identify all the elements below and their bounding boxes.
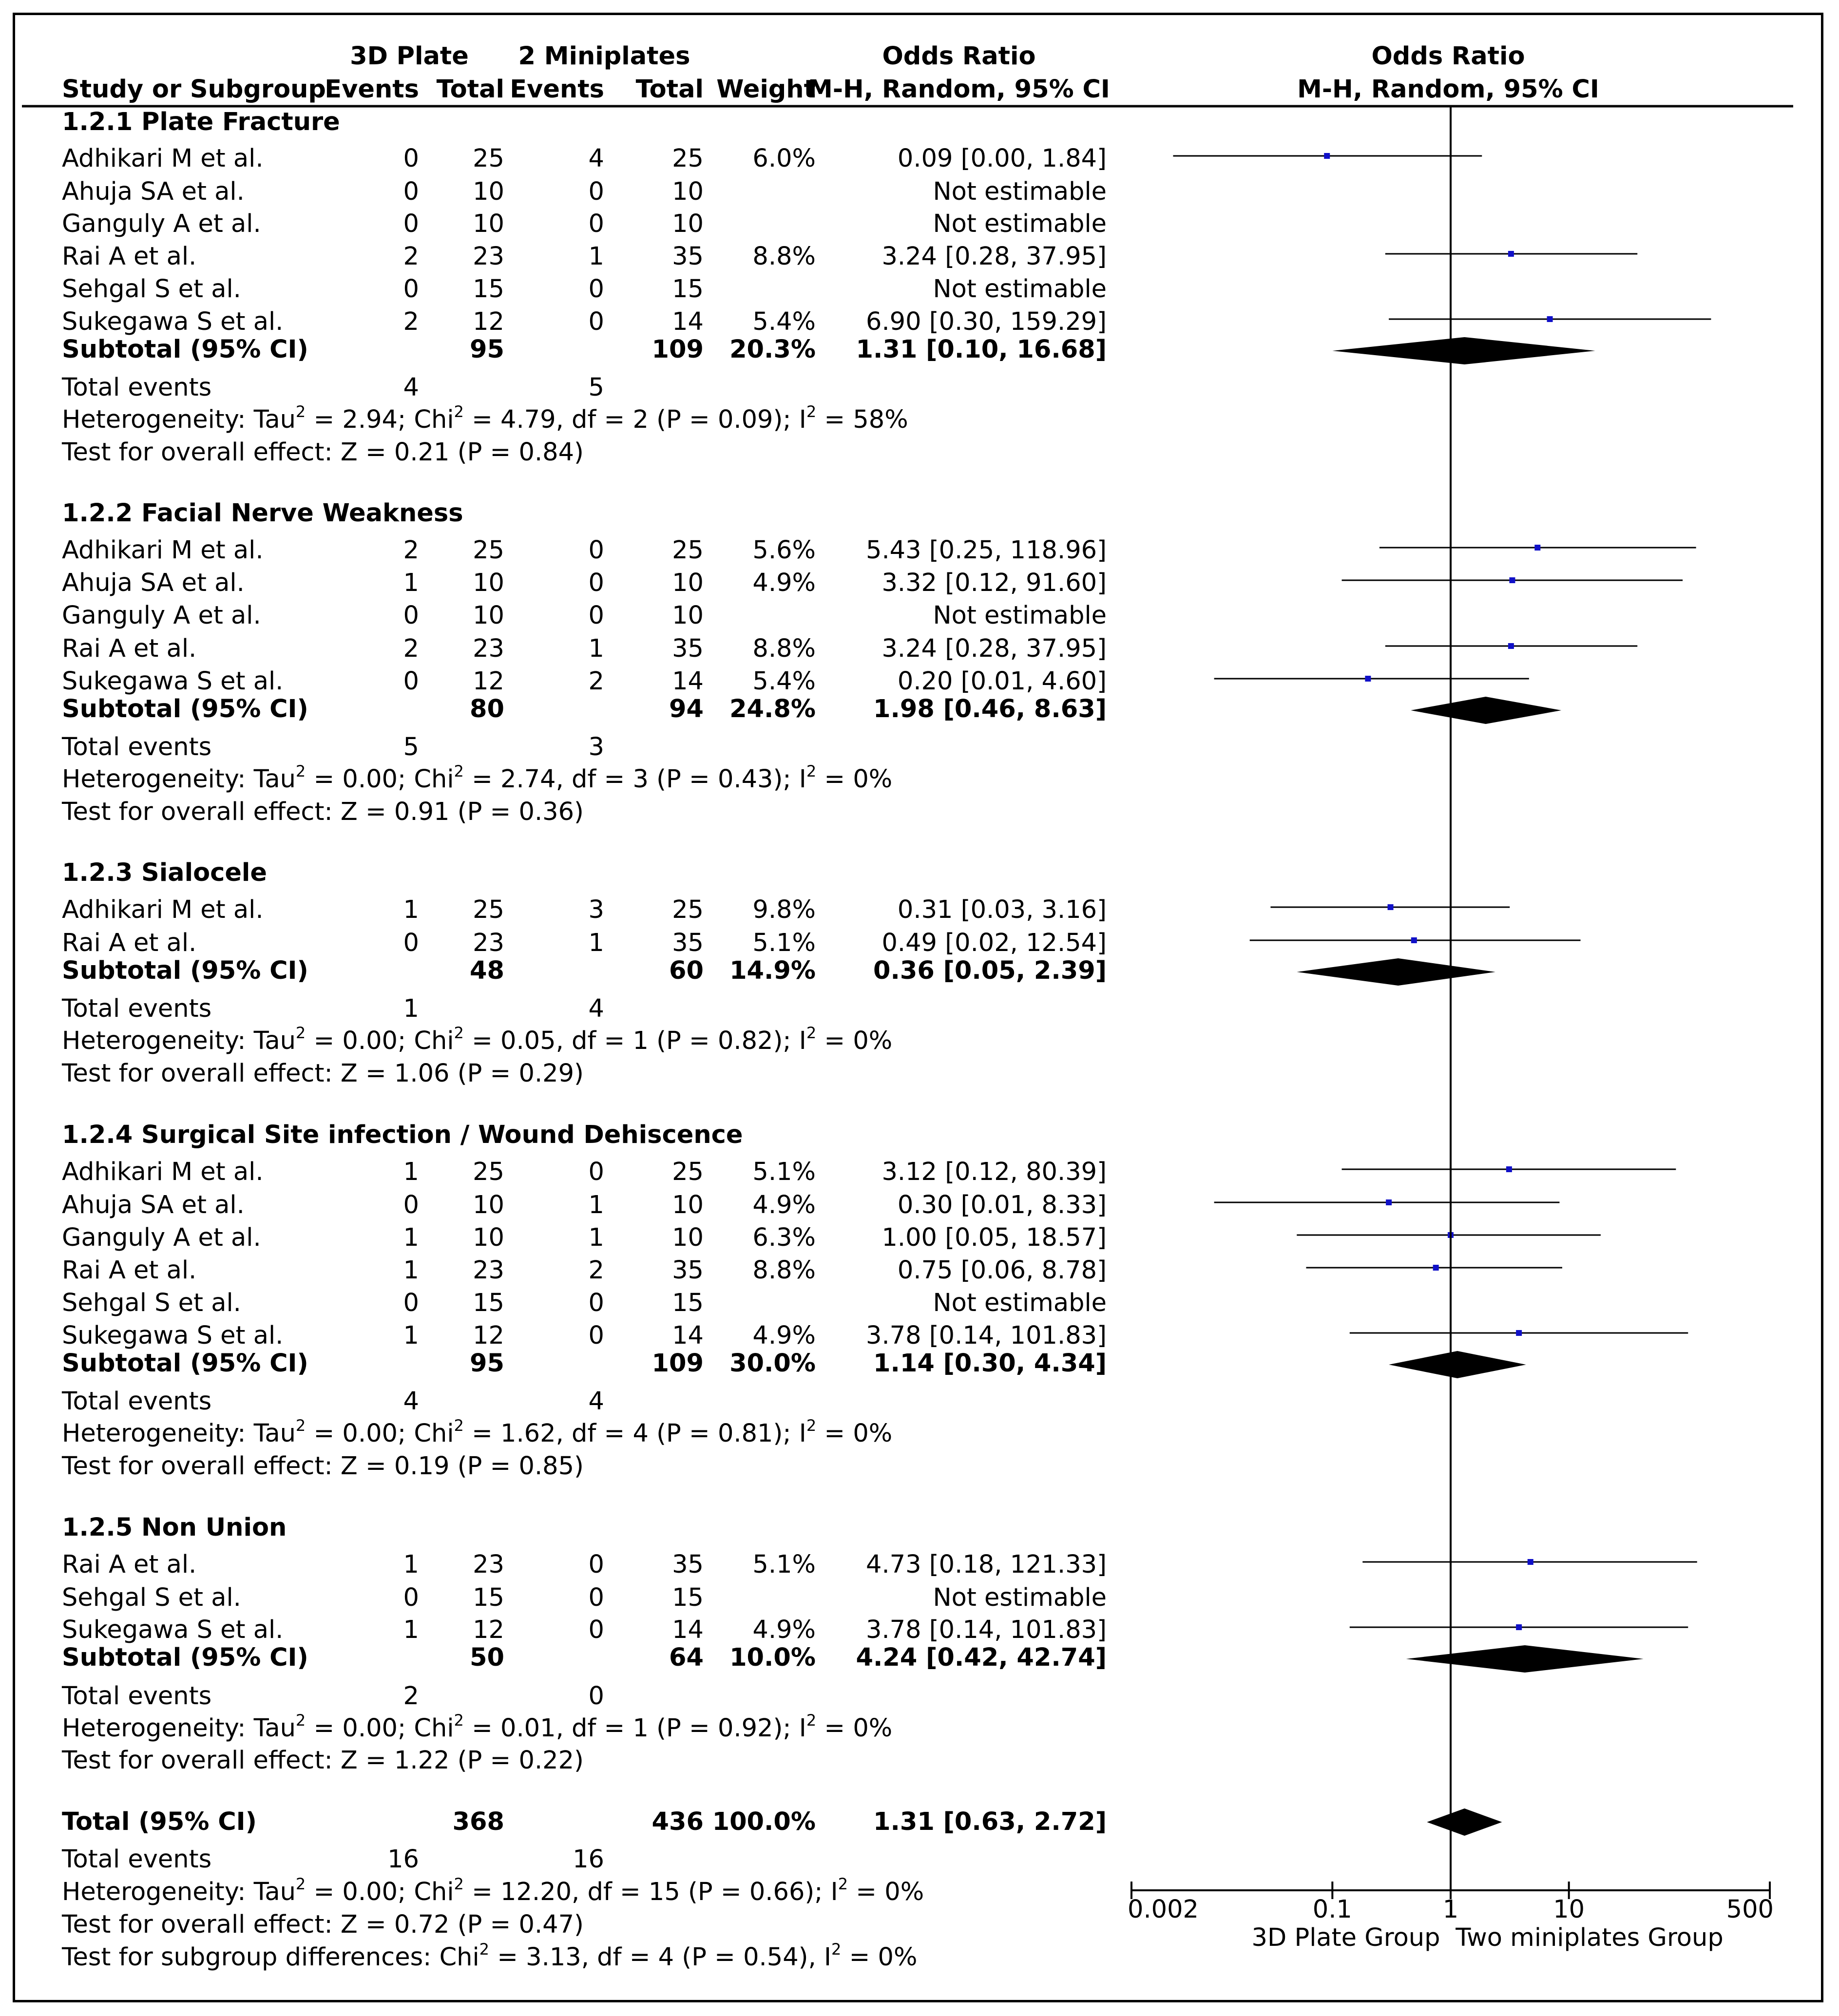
study-or-ci: 4.73 [0.18, 121.33] — [866, 1550, 1107, 1579]
favours-right: Two miniplates Group — [1456, 1923, 1724, 1952]
events-2mp: 2 — [588, 667, 604, 696]
subtotal-or-ci: 1.14 [0.30, 4.34] — [873, 1349, 1107, 1378]
study-name: Rai A et al. — [62, 929, 197, 957]
total-2mp: 436 — [651, 1807, 704, 1836]
total-events-3d: 4 — [403, 1387, 419, 1416]
overall-effect: Test for overall effect: Z = 0.91 (P = 0.36) — [62, 798, 584, 826]
total-2mp: 35 — [672, 1550, 704, 1579]
subtotal-total-3d: 80 — [470, 695, 504, 723]
subtotal-total-2mp: 64 — [669, 1643, 704, 1672]
events-2mp: 3 — [588, 895, 604, 924]
total-events-2mp: 5 — [588, 373, 604, 402]
subgroup-title: 1.2.2 Facial Nerve Weakness — [62, 499, 463, 528]
study-name: Adhikari M et al. — [62, 536, 264, 565]
total-2mp: 10 — [672, 601, 704, 630]
study-name: Rai A et al. — [62, 634, 197, 663]
header-group1: 3D Plate — [350, 42, 469, 71]
x-tick-label: 500 — [1726, 1895, 1774, 1924]
subtotal-diamond — [1406, 1645, 1644, 1673]
study-or-ci: 3.24 [0.28, 37.95] — [881, 634, 1107, 663]
total-3d: 25 — [473, 144, 504, 173]
subtotal-or-ci: 0.36 [0.05, 2.39] — [873, 956, 1107, 985]
subgroup-title: 1.2.1 Plate Fracture — [62, 108, 340, 136]
total-2mp: 25 — [672, 144, 704, 173]
total-3d: 23 — [473, 1256, 504, 1285]
total-2mp: 14 — [672, 1321, 704, 1350]
x-tick-label: 0.002 — [1128, 1895, 1199, 1924]
study-or-ci: 0.20 [0.01, 4.60] — [897, 667, 1107, 696]
total-events-3d: 1 — [403, 994, 419, 1023]
study-or-ci: Not estimable — [933, 1289, 1107, 1317]
total-2mp: 35 — [672, 1256, 704, 1285]
events-3d: 0 — [403, 1289, 419, 1317]
total-events-2mp: 4 — [588, 1387, 604, 1416]
subtotal-weight: 24.8% — [729, 695, 816, 723]
study-or-ci: Not estimable — [933, 601, 1107, 630]
x-tick-label: 10 — [1553, 1895, 1585, 1924]
point-estimate — [1365, 676, 1371, 682]
heterogeneity: Heterogeneity: Tau$^2$ = 0.00; Chi$^2$ = 0.01, df = 1 (P = 0.92); $I^2 = 0\%$ — [62, 1711, 893, 1743]
study-weight: 8.8% — [752, 634, 816, 663]
total-3d: 23 — [473, 242, 504, 271]
subtotal-total-3d: 50 — [470, 1643, 504, 1672]
events-2mp: 1 — [588, 634, 604, 663]
point-estimate — [1386, 1199, 1392, 1205]
study-name: Ganguly A et al. — [62, 209, 261, 238]
subtotal-weight: 10.0% — [729, 1643, 816, 1672]
study-name: Ahuja SA et al. — [62, 569, 245, 597]
events-3d: 0 — [403, 1191, 419, 1219]
subtotal-or-ci: 1.31 [0.10, 16.68] — [856, 335, 1107, 364]
point-estimate — [1508, 251, 1514, 257]
events-2mp: 0 — [588, 536, 604, 565]
total-events-label: Total events — [62, 994, 212, 1023]
study-name: Ahuja SA et al. — [62, 177, 245, 206]
subtotal-diamond — [1297, 958, 1495, 986]
heterogeneity: Heterogeneity: Tau$^2$ = 0.00; Chi$^2$ = 2.74, df = 3 (P = 0.43); $I^2 = 0\%$ — [62, 762, 893, 794]
events-2mp: 0 — [588, 601, 604, 630]
events-2mp: 0 — [588, 1550, 604, 1579]
study-or-ci: Not estimable — [933, 209, 1107, 238]
events-2mp: 0 — [588, 1158, 604, 1186]
total-events-label: Total events — [62, 733, 212, 761]
study-name: Ahuja SA et al. — [62, 1191, 245, 1219]
grand-overall-effect: Test for overall effect: Z = 0.72 (P = 0.47) — [62, 1910, 584, 1939]
events-3d: 2 — [403, 307, 419, 336]
events-3d: 0 — [403, 275, 419, 304]
subtotal-total-3d: 48 — [470, 956, 504, 985]
header-or-title: Odds Ratio — [882, 42, 1036, 71]
grand-total-events-3d: 16 — [387, 1845, 419, 1874]
study-or-ci: 0.31 [0.03, 3.16] — [897, 895, 1107, 924]
events-2mp: 1 — [588, 1191, 604, 1219]
total-events-2mp: 4 — [588, 994, 604, 1023]
point-estimate — [1508, 643, 1514, 649]
total-events-3d: 2 — [403, 1682, 419, 1711]
total-2mp: 15 — [672, 1583, 704, 1612]
subtotal-total-2mp: 94 — [669, 695, 704, 723]
events-2mp: 0 — [588, 1616, 604, 1644]
header-events1: Events — [325, 75, 419, 104]
total-3d: 25 — [473, 536, 504, 565]
subtotal-total-3d: 95 — [470, 1349, 504, 1378]
study-or-ci: 0.30 [0.01, 8.33] — [897, 1191, 1107, 1219]
events-3d: 1 — [403, 1321, 419, 1350]
header-events2: Events — [510, 75, 604, 104]
events-3d: 1 — [403, 1616, 419, 1644]
subtotal-total-2mp: 60 — [669, 956, 704, 985]
header-plot-method: M-H, Random, 95% CI — [1297, 75, 1599, 104]
events-3d: 0 — [403, 667, 419, 696]
total-2mp: 14 — [672, 1616, 704, 1644]
study-or-ci: 0.49 [0.02, 12.54] — [881, 929, 1107, 957]
total-3d: 23 — [473, 1550, 504, 1579]
events-3d: 0 — [403, 209, 419, 238]
study-weight: 5.1% — [752, 1158, 816, 1186]
events-2mp: 4 — [588, 144, 604, 173]
events-2mp: 0 — [588, 307, 604, 336]
events-2mp: 1 — [588, 1223, 604, 1252]
total-2mp: 25 — [672, 1158, 704, 1186]
point-estimate — [1516, 1624, 1522, 1630]
study-name: Sehgal S et al. — [62, 1583, 241, 1612]
study-name: Adhikari M et al. — [62, 895, 264, 924]
total-3d: 15 — [473, 1289, 504, 1317]
total-2mp: 25 — [672, 895, 704, 924]
total-2mp: 35 — [672, 634, 704, 663]
study-weight: 8.8% — [752, 242, 816, 271]
subtotal-diamond — [1389, 1351, 1526, 1378]
total-3d: 10 — [473, 177, 504, 206]
study-weight: 5.1% — [752, 929, 816, 957]
subtotal-diamond — [1411, 697, 1561, 724]
study-name: Ganguly A et al. — [62, 601, 261, 630]
total-weight: 100.0% — [712, 1807, 816, 1836]
events-3d: 1 — [403, 569, 419, 597]
total-2mp: 10 — [672, 177, 704, 206]
study-or-ci: 5.43 [0.25, 118.96] — [866, 536, 1107, 565]
study-or-ci: 3.32 [0.12, 91.60] — [881, 569, 1107, 597]
study-weight: 5.1% — [752, 1550, 816, 1579]
events-2mp: 0 — [588, 275, 604, 304]
study-name: Sukegawa S et al. — [62, 307, 284, 336]
total-3d: 25 — [473, 1158, 504, 1186]
total-3d: 12 — [473, 667, 504, 696]
events-3d: 0 — [403, 601, 419, 630]
events-3d: 0 — [403, 929, 419, 957]
study-or-ci: 0.09 [0.00, 1.84] — [897, 144, 1107, 173]
subtotal-total-2mp: 109 — [651, 1349, 704, 1378]
header-total1: Total — [436, 75, 504, 104]
study-or-ci: 0.75 [0.06, 8.78] — [897, 1256, 1107, 1285]
subtotal-label: Subtotal (95% CI) — [62, 1643, 308, 1672]
point-estimate — [1534, 545, 1540, 551]
total-3d: 15 — [473, 275, 504, 304]
study-or-ci: 3.12 [0.12, 80.39] — [881, 1158, 1107, 1186]
events-2mp: 0 — [588, 1321, 604, 1350]
total-2mp: 25 — [672, 536, 704, 565]
study-weight: 4.9% — [752, 1321, 816, 1350]
study-or-ci: 6.90 [0.30, 159.29] — [866, 307, 1107, 336]
x-tick-label: 0.1 — [1312, 1895, 1352, 1924]
study-weight: 4.9% — [752, 1616, 816, 1644]
total-3d: 12 — [473, 1321, 504, 1350]
events-3d: 2 — [403, 536, 419, 565]
point-estimate — [1547, 316, 1553, 322]
study-name: Sukegawa S et al. — [62, 1616, 284, 1644]
events-3d: 1 — [403, 895, 419, 924]
study-weight: 5.6% — [752, 536, 816, 565]
study-name: Sehgal S et al. — [62, 275, 241, 304]
point-estimate — [1324, 153, 1330, 159]
total-2mp: 10 — [672, 569, 704, 597]
point-estimate — [1388, 904, 1394, 910]
total-events-3d: 5 — [403, 733, 419, 761]
heterogeneity: Heterogeneity: Tau$^2$ = 0.00; Chi$^2$ = 0.05, df = 1 (P = 0.82); $I^2 = 0\%$ — [62, 1024, 893, 1055]
heterogeneity: Heterogeneity: Tau$^2$ = 2.94; Chi$^2$ = 4.79, df = 2 (P = 0.09); $I^2 = 58\%$ — [62, 402, 908, 434]
events-2mp: 0 — [588, 177, 604, 206]
subgroup-title: 1.2.3 Sialocele — [62, 858, 267, 887]
subtotal-total-3d: 95 — [470, 335, 504, 364]
total-2mp: 15 — [672, 275, 704, 304]
study-or-ci: Not estimable — [933, 275, 1107, 304]
overall-effect: Test for overall effect: Z = 1.22 (P = 0.22) — [62, 1746, 584, 1775]
point-estimate — [1509, 577, 1515, 583]
total-label: Total (95% CI) — [62, 1807, 257, 1836]
total-3d: 23 — [473, 634, 504, 663]
events-2mp: 0 — [588, 569, 604, 597]
study-name: Sehgal S et al. — [62, 1289, 241, 1317]
point-estimate — [1528, 1559, 1533, 1565]
total-2mp: 35 — [672, 929, 704, 957]
total-3d: 12 — [473, 307, 504, 336]
total-events-2mp: 0 — [588, 1682, 604, 1711]
subtotal-total-2mp: 109 — [651, 335, 704, 364]
grand-total-events-2mp: 16 — [573, 1845, 604, 1874]
total-2mp: 14 — [672, 667, 704, 696]
total-2mp: 14 — [672, 307, 704, 336]
favours-left: 3D Plate Group — [1251, 1923, 1440, 1952]
heterogeneity: Heterogeneity: Tau$^2$ = 0.00; Chi$^2$ = 1.62, df = 4 (P = 0.81); $I^2 = 0\%$ — [62, 1416, 893, 1448]
study-or-ci: 3.78 [0.14, 101.83] — [866, 1616, 1107, 1644]
study-weight: 5.4% — [752, 667, 816, 696]
study-weight: 4.9% — [752, 569, 816, 597]
events-3d: 0 — [403, 144, 419, 173]
study-name: Rai A et al. — [62, 1550, 197, 1579]
total-events-label: Total events — [62, 373, 212, 402]
subtotal-label: Subtotal (95% CI) — [62, 956, 308, 985]
study-weight: 9.8% — [752, 895, 816, 924]
events-3d: 1 — [403, 1223, 419, 1252]
events-2mp: 1 — [588, 242, 604, 271]
study-or-ci: Not estimable — [933, 1583, 1107, 1612]
total-3d: 10 — [473, 601, 504, 630]
total-events-3d: 4 — [403, 373, 419, 402]
x-tick-label: 1 — [1442, 1895, 1459, 1924]
total-or-ci: 1.31 [0.63, 2.72] — [873, 1807, 1107, 1836]
study-name: Rai A et al. — [62, 242, 197, 271]
overall-effect: Test for overall effect: Z = 1.06 (P = 0.29) — [62, 1059, 584, 1088]
study-name: Ganguly A et al. — [62, 1223, 261, 1252]
events-3d: 1 — [403, 1158, 419, 1186]
total-2mp: 10 — [672, 209, 704, 238]
header-plot-title: Odds Ratio — [1371, 42, 1525, 71]
grand-heterogeneity: Heterogeneity: Tau$^2$ = 0.00; Chi$^2$ = 12.20, df = 15 (P = 0.66); $I^2 = 0\%$ — [62, 1875, 924, 1906]
study-name: Sukegawa S et al. — [62, 1321, 284, 1350]
study-weight: 6.0% — [752, 144, 816, 173]
header-group2: 2 Miniplates — [518, 42, 690, 71]
events-3d: 2 — [403, 634, 419, 663]
study-weight: 6.3% — [752, 1223, 816, 1252]
point-estimate — [1506, 1166, 1512, 1172]
events-3d: 0 — [403, 177, 419, 206]
subtotal-weight: 30.0% — [729, 1349, 816, 1378]
events-2mp: 0 — [588, 1583, 604, 1612]
subtotal-or-ci: 4.24 [0.42, 42.74] — [856, 1643, 1107, 1672]
subtotal-label: Subtotal (95% CI) — [62, 695, 308, 723]
subgroup-differences: Test for subgroup differences: Chi$^2$ = 3.13, df = 4 (P = 0.54), $I^2 = 0\%$ — [62, 1940, 918, 1972]
header-total2: Total — [635, 75, 704, 104]
events-2mp: 0 — [588, 1289, 604, 1317]
header-weight: Weight — [716, 75, 816, 104]
subtotal-or-ci: 1.98 [0.46, 8.63] — [873, 695, 1107, 723]
overall-effect: Test for overall effect: Z = 0.21 (P = 0.84) — [62, 438, 584, 467]
study-or-ci: Not estimable — [933, 177, 1107, 206]
header-study: Study or Subgroup — [62, 75, 326, 104]
subtotal-diamond — [1332, 337, 1595, 364]
subtotal-weight: 14.9% — [729, 956, 816, 985]
point-estimate — [1516, 1330, 1522, 1336]
study-name: Sukegawa S et al. — [62, 667, 284, 696]
study-name: Rai A et al. — [62, 1256, 197, 1285]
total-diamond — [1427, 1808, 1502, 1836]
overall-effect: Test for overall effect: Z = 0.19 (P = 0.85) — [62, 1452, 584, 1481]
events-2mp: 2 — [588, 1256, 604, 1285]
total-3d: 10 — [473, 1223, 504, 1252]
study-or-ci: 3.78 [0.14, 101.83] — [866, 1321, 1107, 1350]
total-events-2mp: 3 — [588, 733, 604, 761]
subgroup-title: 1.2.5 Non Union — [62, 1513, 287, 1542]
total-3d: 10 — [473, 209, 504, 238]
total-3d: 25 — [473, 895, 504, 924]
total-2mp: 10 — [672, 1191, 704, 1219]
events-3d: 2 — [403, 242, 419, 271]
study-or-ci: 1.00 [0.05, 18.57] — [881, 1223, 1107, 1252]
events-3d: 0 — [403, 1583, 419, 1612]
events-2mp: 0 — [588, 209, 604, 238]
total-events-label: Total events — [62, 1387, 212, 1416]
study-name: Adhikari M et al. — [62, 1158, 264, 1186]
total-events-label: Total events — [62, 1682, 212, 1711]
study-weight: 8.8% — [752, 1256, 816, 1285]
total-2mp: 35 — [672, 242, 704, 271]
total-3d: 12 — [473, 1616, 504, 1644]
total-2mp: 15 — [672, 1289, 704, 1317]
total-3d: 15 — [473, 1583, 504, 1612]
point-estimate — [1411, 937, 1417, 943]
subtotal-label: Subtotal (95% CI) — [62, 335, 308, 364]
grand-total-events-label: Total events — [62, 1845, 212, 1874]
total-3d: 23 — [473, 929, 504, 957]
events-2mp: 1 — [588, 929, 604, 957]
subtotal-weight: 20.3% — [729, 335, 816, 364]
events-3d: 1 — [403, 1256, 419, 1285]
total-3d: 368 — [452, 1807, 504, 1836]
study-weight: 4.9% — [752, 1191, 816, 1219]
events-3d: 1 — [403, 1550, 419, 1579]
total-2mp: 10 — [672, 1223, 704, 1252]
point-estimate — [1433, 1265, 1439, 1271]
study-weight: 5.4% — [752, 307, 816, 336]
header-or-method: M-H, Random, 95% CI — [808, 75, 1110, 104]
study-name: Adhikari M et al. — [62, 144, 264, 173]
total-3d: 10 — [473, 569, 504, 597]
study-or-ci: 3.24 [0.28, 37.95] — [881, 242, 1107, 271]
total-3d: 10 — [473, 1191, 504, 1219]
subtotal-label: Subtotal (95% CI) — [62, 1349, 308, 1378]
subgroup-title: 1.2.4 Surgical Site infection / Wound Dehiscence — [62, 1121, 743, 1149]
